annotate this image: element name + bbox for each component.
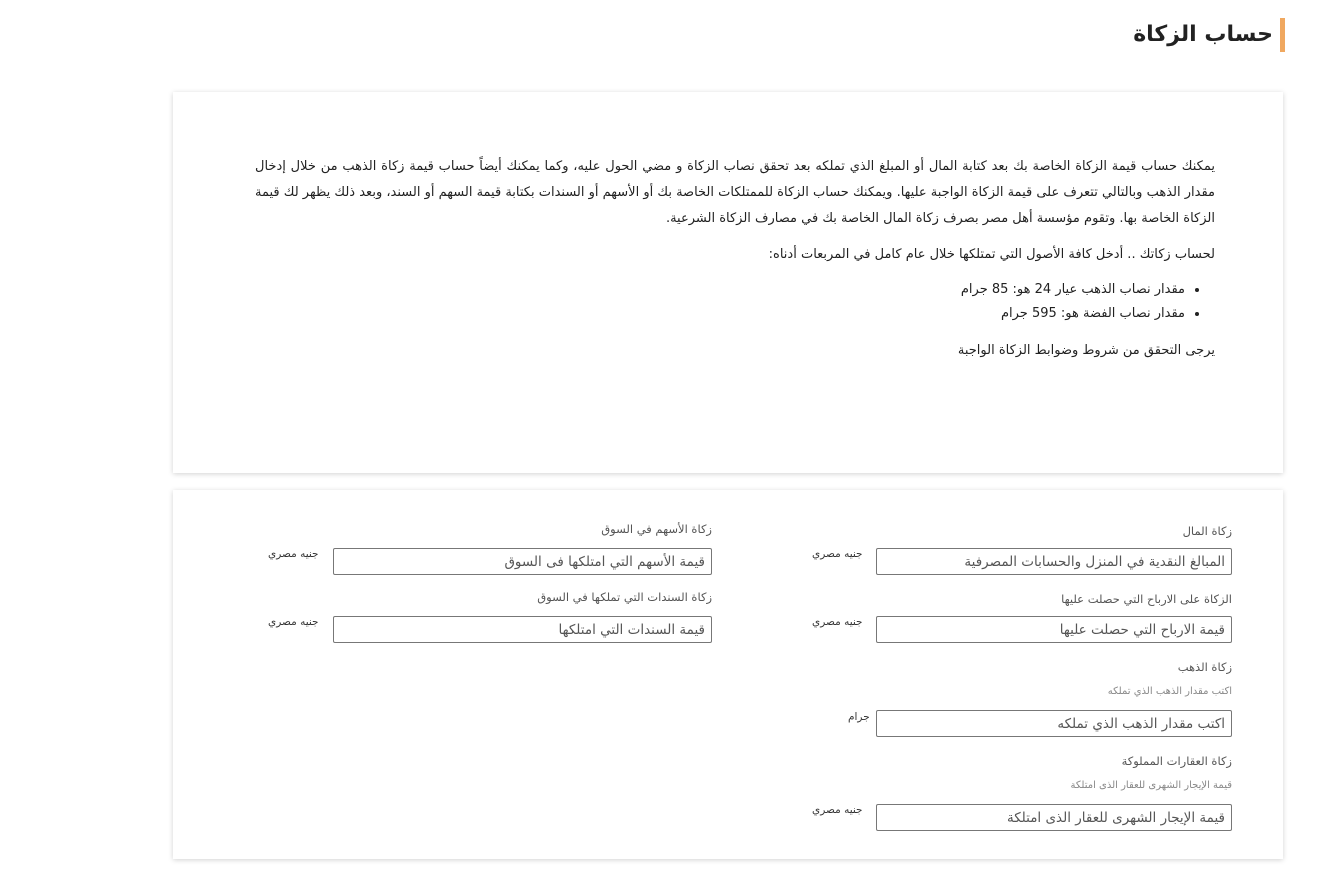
list-item: • مقدار نصاب الذهب عيار 24 هو: 85 جرام — [255, 278, 1185, 302]
page-title: حساب الزكاة — [1133, 22, 1273, 47]
intro-instruction: لحساب زكاتك .. أدخل كافة الأصول التي تمتلكها خلال عام كامل في المربعات أدناه: — [768, 247, 1215, 262]
intro-note: يرجى التحقق من شروط وضوابط الزكاة الواجبة — [957, 343, 1215, 358]
gold-heading: زكاة الذهب — [1177, 660, 1232, 674]
bonds-input[interactable]: قيمة السندات التي امتلكها — [333, 616, 712, 643]
stocks-label: زكاة الأسهم في السوق — [601, 522, 712, 536]
realestate-label: قيمة الإيجار الشهرى للعقار الذى امتلكة — [1070, 780, 1232, 791]
gold-unit: جرام — [848, 711, 870, 723]
nisab-list — [255, 278, 1215, 326]
intro-paragraph: يمكنك حساب قيمة الزكاة الخاصة بك بعد كتابة المال أو المبلغ الذي تملكه بعد تحقق نصاب الزكاة و مضي الحول عليه، وكما يمكنك أيضاً حساب قيمة زكاة الذهب من خلال إدخال مقدار الذهب وبالتالي تتعرف على قيمة الزكاة الواجبة عليها. ويمكنك حساب الزكاة للممتلكات الخاصة بك أو الأسهم أو السندات بكتابة قيمة السهم أو السند، وبعد ذلك يظهر لك قيمة الزكاة الخاصة بها. وتقوم مؤسسة أهل مصر بصرف زكاة المال الخاصة بك في مصارف الزكاة الشرعية. — [255, 159, 1215, 226]
bonds-unit: جنيه مصري — [268, 616, 319, 628]
intro-card — [173, 92, 1283, 473]
gold-label: اكتب مقدار الذهب الذي تملكه — [1107, 686, 1232, 697]
right-column — [812, 490, 1232, 859]
realestate-input[interactable]: قيمة الإيجار الشهرى للعقار الذى امتلكة — [876, 804, 1232, 831]
realestate-unit: جنيه مصري — [812, 804, 863, 816]
title-accent-bar — [1280, 18, 1285, 52]
calculator-card — [173, 490, 1283, 859]
profits-label: الزكاة على الارباح التي حصلت عليها — [1061, 592, 1232, 606]
stocks-input[interactable]: قيمة الأسهم التي امتلكها فى السوق — [333, 548, 712, 575]
money-input[interactable]: المبالغ النقدية في المنزل والحسابات المصرفية — [876, 548, 1232, 575]
left-column — [268, 490, 712, 690]
money-label: زكاة المال — [1182, 524, 1232, 538]
profits-unit: جنيه مصري — [812, 616, 863, 628]
bonds-label: زكاة السندات التي تملكها في السوق — [537, 590, 712, 604]
list-item: • مقدار نصاب الفضة هو: 595 جرام — [255, 302, 1185, 326]
stocks-unit: جنيه مصري — [268, 548, 319, 560]
profits-input[interactable]: قيمة الارباح التي حصلت عليها — [876, 616, 1232, 643]
money-unit: جنيه مصري — [812, 548, 863, 560]
gold-input[interactable]: اكتب مقدار الذهب الذي تملكه — [876, 710, 1232, 737]
realestate-heading: زكاة العقارات المملوكة — [1121, 754, 1232, 768]
